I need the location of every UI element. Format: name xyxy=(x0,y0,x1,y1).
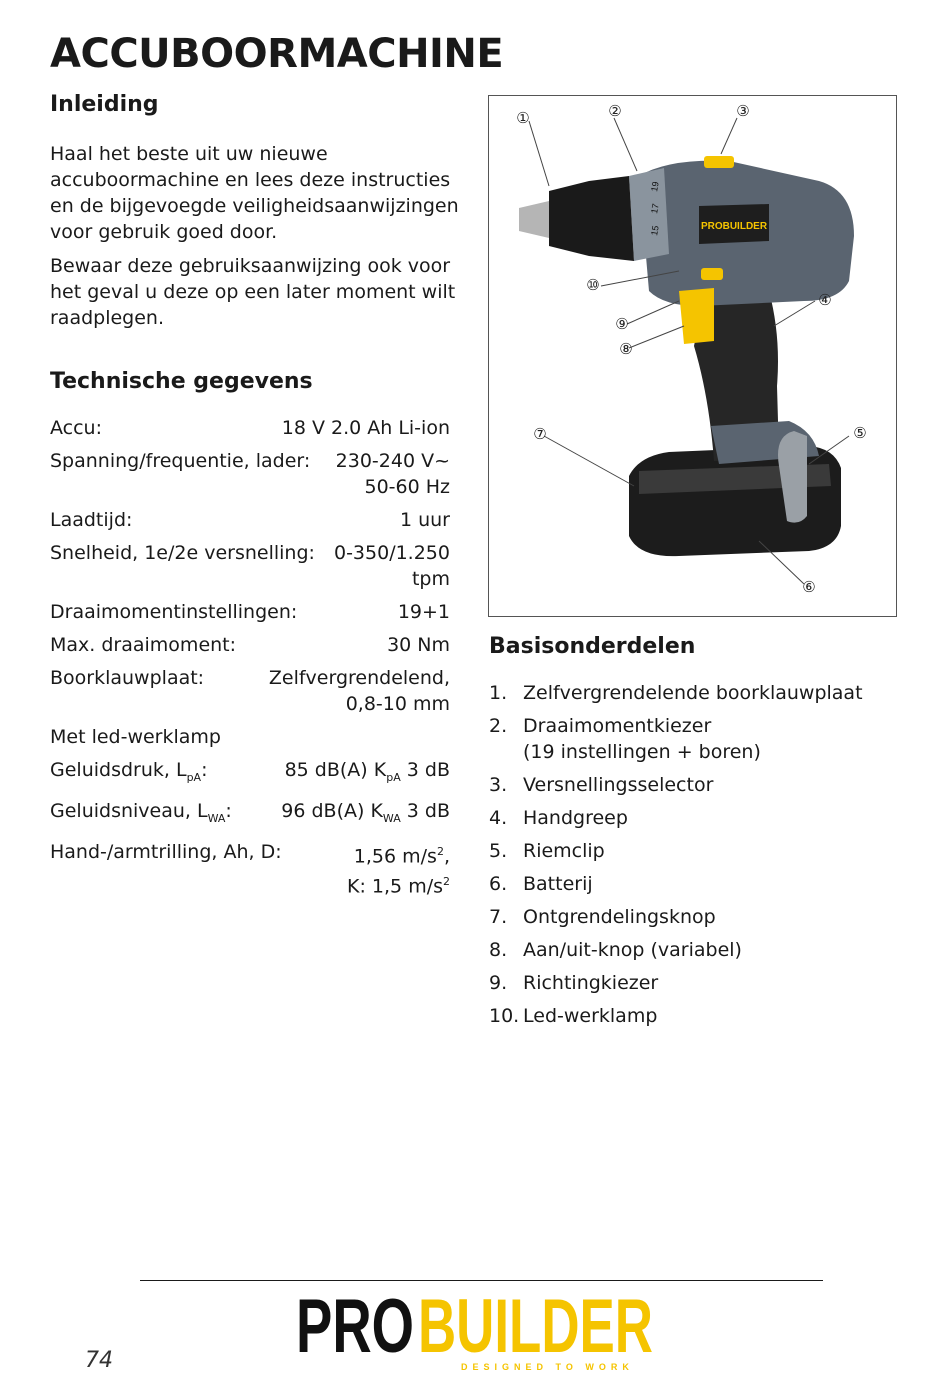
spec-value: 1 uur xyxy=(399,509,450,531)
sound-pressure-label: Geluidsdruk, L xyxy=(50,759,187,781)
part-number: 3. xyxy=(489,774,508,796)
part-text: Draaimomentkiezer (19 instellingen + boren) xyxy=(523,715,761,763)
part-text: Richtingkiezer xyxy=(523,972,659,994)
sound-pressure-label-sub: pA xyxy=(186,770,202,784)
logo-tagline: DESIGNED TO WORK xyxy=(461,1362,634,1372)
spec-row-sound-pressure xyxy=(50,757,450,791)
spec-label: Geluidsniveau, $L_{WA}$: xyxy=(50,799,232,825)
list-item xyxy=(489,680,909,706)
dial-number-15: 15 xyxy=(649,224,661,237)
specs-heading: Technische gegevens xyxy=(50,369,313,394)
callout-1: ① xyxy=(516,109,530,127)
brand-label: PROBUILDER xyxy=(700,221,768,232)
logo-pro: PRO xyxy=(296,1290,414,1369)
brand-logo xyxy=(296,1290,656,1376)
trigger-shape xyxy=(679,288,714,344)
spec-row-led xyxy=(50,724,450,750)
part-text: Zelfvergrendelende boorklauwplaat xyxy=(523,682,863,704)
spec-row xyxy=(50,599,450,625)
spec-value: 1,56 $m/s^2$, K: 1,5 $m/s^2$ xyxy=(347,844,450,898)
page-title: ACCUBOORMACHINE xyxy=(50,31,504,77)
spec-value: 19+1 xyxy=(397,601,450,623)
spec-value: 30 Nm xyxy=(387,634,450,656)
part-number: 10. xyxy=(489,1005,520,1027)
sound-level-value-sub: WA xyxy=(382,811,401,825)
callout-3: ③ xyxy=(736,102,750,120)
intro-paragraph-1: Haal het beste uit uw nieuwe accuboormachine en lees deze instructies en de bijgevoegde veiligheidsaanwijzingen voor gebruik goed door. xyxy=(50,143,459,243)
spec-label: Spanning/frequentie, lader: xyxy=(50,450,311,472)
part-number: 8. xyxy=(489,939,508,961)
spec-row xyxy=(50,507,450,533)
spec-led-label: Met led-werklamp xyxy=(50,726,221,748)
list-item xyxy=(489,1003,909,1029)
spec-label: Snelheid, 1e/2e versnelling: xyxy=(50,542,315,564)
torque-dial-shape xyxy=(629,168,669,261)
parts-list xyxy=(489,680,909,1036)
part-text: Aan/uit-knop (variabel) xyxy=(523,939,742,961)
drill-figure xyxy=(488,95,897,617)
callout-7: ⑦ xyxy=(533,425,547,443)
gear-selector-shape xyxy=(704,156,734,168)
part-number: 9. xyxy=(489,972,508,994)
spec-label: Boorklauwplaat: xyxy=(50,667,205,689)
vibration-sup-2: 2 xyxy=(443,874,450,888)
part-text: Versnellingsselector xyxy=(523,774,714,796)
vibration-line-2: K: 1,5 m/s xyxy=(347,875,443,898)
part-number: 5. xyxy=(489,840,508,862)
spec-value: 18 V 2.0 Ah Li-ion xyxy=(281,417,450,439)
footer-divider xyxy=(140,1280,823,1281)
callout-8: ⑧ xyxy=(619,340,633,358)
vibration-sup-1: 2 xyxy=(436,844,444,858)
chuck-tip-shape xyxy=(519,201,549,238)
chuck-shape xyxy=(549,176,634,261)
spec-value: 230-240 V~ 50-60 Hz xyxy=(335,450,450,498)
part-text: Riemclip xyxy=(523,840,605,862)
sound-pressure-value: 85 dB(A) K xyxy=(284,759,387,781)
list-item xyxy=(489,970,909,996)
list-item xyxy=(489,937,909,963)
callout-6: ⑥ xyxy=(802,578,816,596)
list-item xyxy=(489,838,909,864)
spec-label: Geluidsdruk, $L_{pA}$: xyxy=(50,759,208,784)
sound-level-label: Geluidsniveau, L xyxy=(50,799,208,822)
list-item xyxy=(489,904,909,930)
spec-value: 0-350/1.250 tpm xyxy=(333,542,450,590)
sound-level-value-post: 3 dB xyxy=(400,799,450,822)
spec-row xyxy=(50,415,450,441)
part-text: Handgreep xyxy=(523,807,628,829)
spec-row-sound-level xyxy=(50,798,450,832)
dial-number-19: 19 xyxy=(649,180,661,193)
spec-value xyxy=(281,798,450,832)
part-text: Ontgrendelingsknop xyxy=(523,906,716,928)
spec-label: Max. draaimoment: xyxy=(50,634,237,656)
list-item xyxy=(489,871,909,897)
spec-value xyxy=(285,757,450,791)
spec-row xyxy=(50,448,450,500)
page-number: 74 xyxy=(85,1348,113,1373)
list-item xyxy=(489,772,909,798)
part-text: Batterij xyxy=(523,873,593,895)
spec-label: Accu: xyxy=(50,417,102,439)
intro-heading: Inleiding xyxy=(50,92,159,117)
callout-2: ② xyxy=(608,102,622,120)
sound-level-label-sub: WA xyxy=(207,811,226,825)
vibration-line-1: 1,56 m/s xyxy=(353,844,437,867)
list-item xyxy=(489,805,909,831)
sound-pressure-value-sub: pA xyxy=(386,770,401,784)
part-number: 2. xyxy=(489,715,508,737)
list-item xyxy=(489,713,909,765)
direction-selector-shape xyxy=(701,268,723,280)
spec-label: Laadtijd: xyxy=(50,509,133,531)
sound-pressure-value-post: 3 dB xyxy=(400,759,450,781)
spec-row xyxy=(50,540,450,592)
part-number: 6. xyxy=(489,873,508,895)
callout-5: ⑤ xyxy=(853,424,867,442)
logo-builder: BUILDER xyxy=(418,1290,653,1369)
callout-4: ④ xyxy=(818,291,832,309)
specs-table xyxy=(50,415,450,906)
spec-row xyxy=(50,632,450,658)
part-number: 4. xyxy=(489,807,508,829)
callout-10: ⑩ xyxy=(586,276,600,294)
intro-paragraph-2: Bewaar deze gebruiksaanwijzing ook voor het geval u deze op een later moment wilt raadplegen. xyxy=(50,255,456,329)
drill-illustration xyxy=(489,96,896,616)
dial-number-17: 17 xyxy=(649,202,661,215)
spec-label: Draaimomentinstellingen: xyxy=(50,601,298,623)
spec-label: Hand-/armtrilling, Ah, D: xyxy=(50,840,282,863)
part-number: 7. xyxy=(489,906,508,928)
part-text: Led-werklamp xyxy=(523,1005,658,1027)
part-number: 1. xyxy=(489,682,508,704)
spec-row-vibration xyxy=(50,839,450,900)
spec-row xyxy=(50,665,450,717)
parts-heading: Basisonderdelen xyxy=(489,634,696,659)
callout-9: ⑨ xyxy=(615,315,629,333)
sound-level-value: 96 dB(A) K xyxy=(281,799,383,822)
spec-value: Zelfvergrendelend, 0,8-10 mm xyxy=(268,667,450,715)
